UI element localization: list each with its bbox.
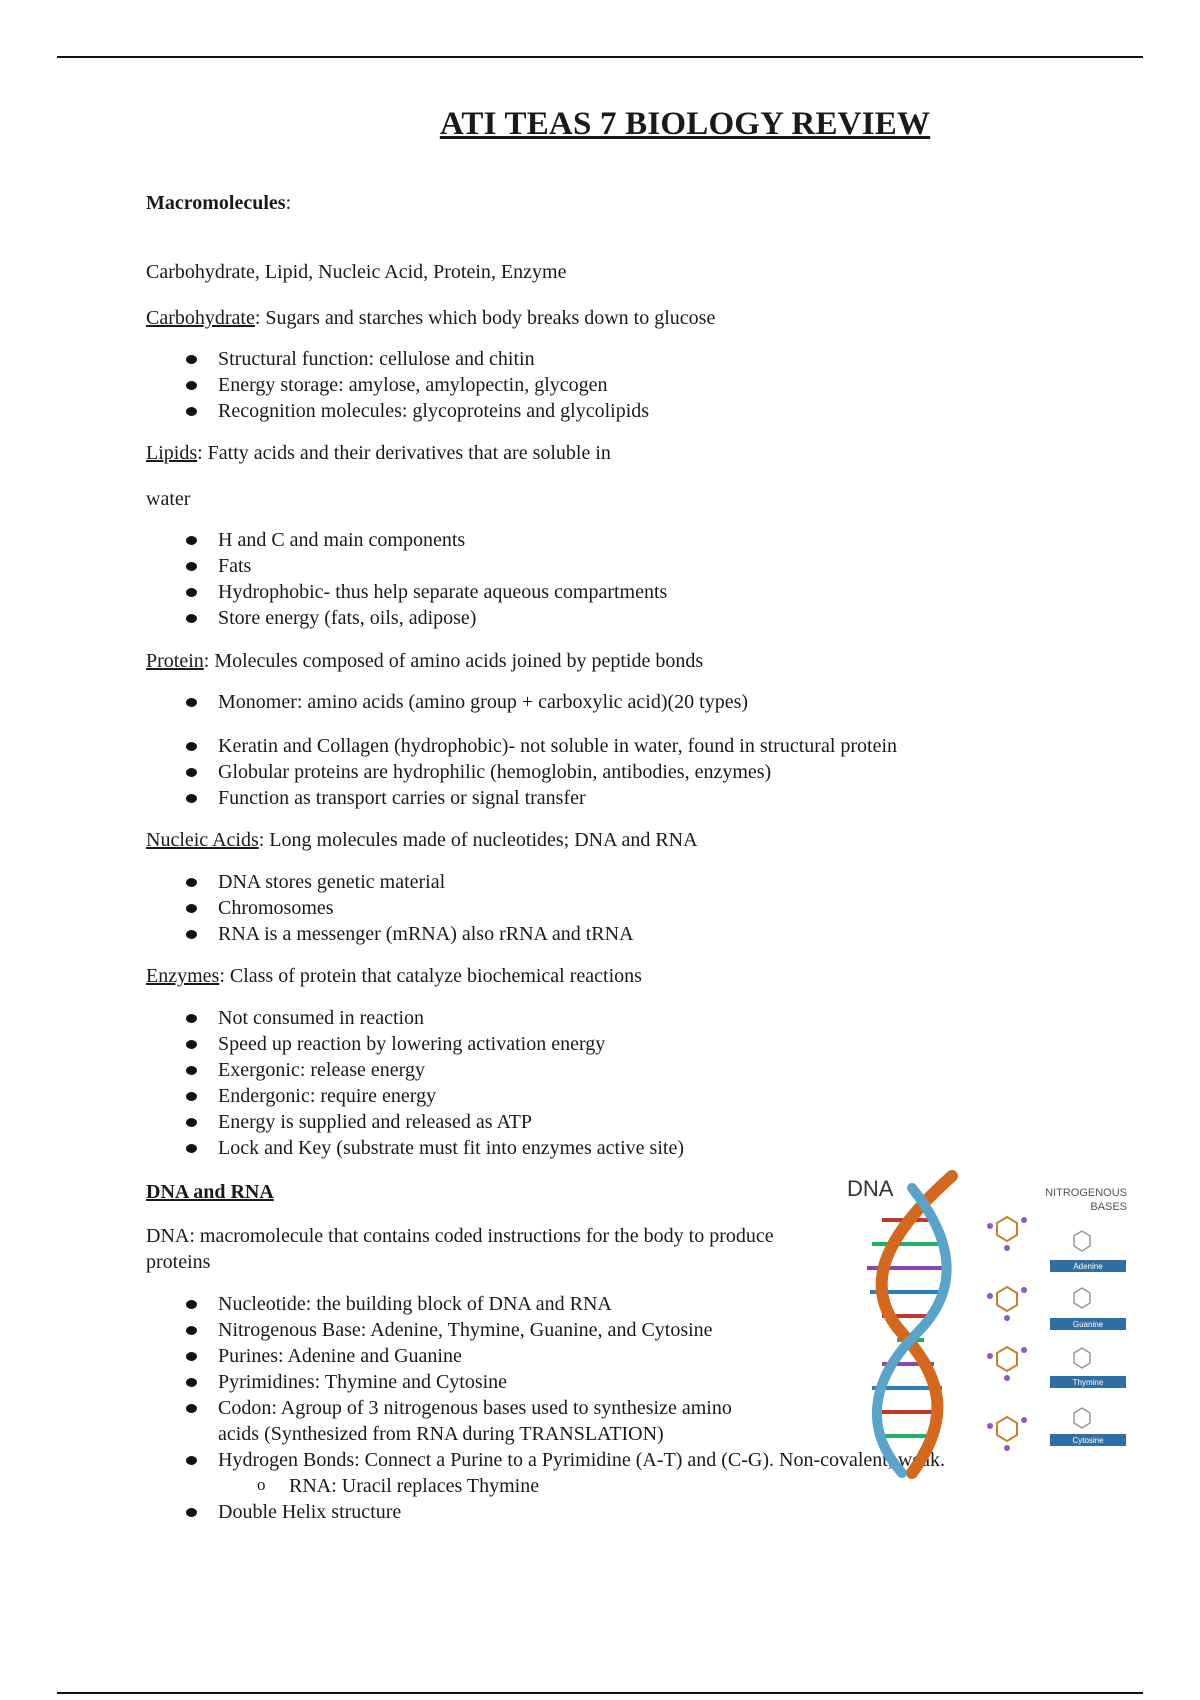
protein-definition: Protein: Molecules composed of amino acids joined by peptide bonds: [146, 650, 704, 672]
list-item: Monomer: amino acids (amino group + carboxylic acid)(20 types): [146, 689, 1026, 715]
dna-label: DNA: [847, 1176, 894, 1201]
list-item: RNA is a messenger (mRNA) also rRNA and tRNA: [146, 921, 1026, 947]
list-item: Speed up reaction by lowering activation energy: [146, 1031, 1026, 1057]
carbohydrate-list: [146, 346, 1026, 424]
bases-label-line2: BASES: [1090, 1201, 1127, 1213]
enzymes-list: [146, 1005, 1026, 1161]
base-name-thymine: Thymine: [1072, 1378, 1104, 1387]
bottom-rule: [57, 1692, 1143, 1694]
list-item: Endergonic: require energy: [146, 1083, 1026, 1109]
list-item: Hydrophobic- thus help separate aqueous compartments: [146, 579, 1026, 605]
list-item: Energy is supplied and released as ATP: [146, 1109, 1026, 1135]
list-item: Purines: Adenine and Guanine: [146, 1343, 946, 1369]
dna-rna-list: [146, 1291, 946, 1473]
list-item: Function as transport carries or signal transfer: [146, 785, 1026, 811]
protein-list-first: [146, 689, 1026, 715]
dna-illustration: [842, 1168, 1132, 1480]
nucleic-acids-list: [146, 869, 1026, 947]
list-item: Pyrimidines: Thymine and Cytosine: [146, 1369, 946, 1395]
base-name-adenine: Adenine: [1073, 1262, 1103, 1271]
list-item: Exergonic: release energy: [146, 1057, 1026, 1083]
list-item: Globular proteins are hydrophilic (hemoglobin, antibodies, enzymes): [146, 759, 1026, 785]
dna-rna-heading: DNA and RNA: [146, 1181, 274, 1203]
list-item: Hydrogen Bonds: Connect a Purine to a Pyrimidine (A-T) and (C-G). Non-covalent, weak.: [146, 1447, 1098, 1473]
base-label-bars: [1050, 1260, 1126, 1446]
base-name-cytosine: Cytosine: [1072, 1436, 1104, 1445]
macromolecules-list: Carbohydrate, Lipid, Nucleic Acid, Protein, Enzyme: [146, 261, 567, 283]
list-item: Keratin and Collagen (hydrophobic)- not soluble in water, found in structural protein: [146, 733, 1026, 759]
lipids-definition: Lipids: Fatty acids and their derivatives that are soluble in: [146, 442, 611, 464]
list-item: Lock and Key (substrate must fit into enzymes active site): [146, 1135, 1026, 1161]
dna-definition: DNA: macromolecule that contains coded instructions for the body to produce proteins: [146, 1225, 774, 1273]
sub-list-item: o RNA: Uracil replaces Thymine: [146, 1473, 1026, 1499]
list-item: H and C and main components: [146, 527, 1026, 553]
carbohydrate-definition: Carbohydrate: Sugars and starches which body breaks down to glucose: [146, 307, 716, 329]
list-item: Energy storage: amylose, amylopectin, glycogen: [146, 372, 1026, 398]
list-item: DNA stores genetic material: [146, 869, 1026, 895]
base-name-guanine: Guanine: [1072, 1320, 1104, 1329]
list-item: Nitrogenous Base: Adenine, Thymine, Guanine, and Cytosine: [146, 1317, 946, 1343]
lipids-continuation: water: [146, 488, 191, 510]
base-names: [1072, 1262, 1104, 1445]
list-item: Nucleotide: the building block of DNA and RNA: [146, 1291, 946, 1317]
nucleic-acids-definition: Nucleic Acids: Long molecules made of nucleotides; DNA and RNA: [146, 829, 698, 851]
lipids-list: [146, 527, 1026, 631]
list-item: Structural function: cellulose and chitin: [146, 346, 1026, 372]
macromolecules-heading: Macromolecules:: [146, 192, 292, 214]
list-item: Recognition molecules: glycoproteins and glycolipids: [146, 398, 1026, 424]
dna-rna-list-end: [146, 1499, 1026, 1525]
list-item: Chromosomes: [146, 895, 1026, 921]
page-title: ATI TEAS 7 BIOLOGY REVIEW: [439, 106, 931, 142]
top-rule: [57, 56, 1143, 58]
list-item: Store energy (fats, oils, adipose): [146, 605, 1026, 631]
bases-label-line1: NITROGENOUS: [1045, 1187, 1127, 1199]
enzymes-definition: Enzymes: Class of protein that catalyze biochemical reactions: [146, 965, 642, 987]
list-item: Not consumed in reaction: [146, 1005, 1026, 1031]
list-item: Double Helix structure: [146, 1499, 1026, 1525]
list-item: Fats: [146, 553, 1026, 579]
list-item: Codon: Agroup of 3 nitrogenous bases used to synthesize amino acids (Synthesized from RNA during TRANSLATION): [146, 1395, 748, 1447]
protein-list: [146, 733, 1026, 811]
